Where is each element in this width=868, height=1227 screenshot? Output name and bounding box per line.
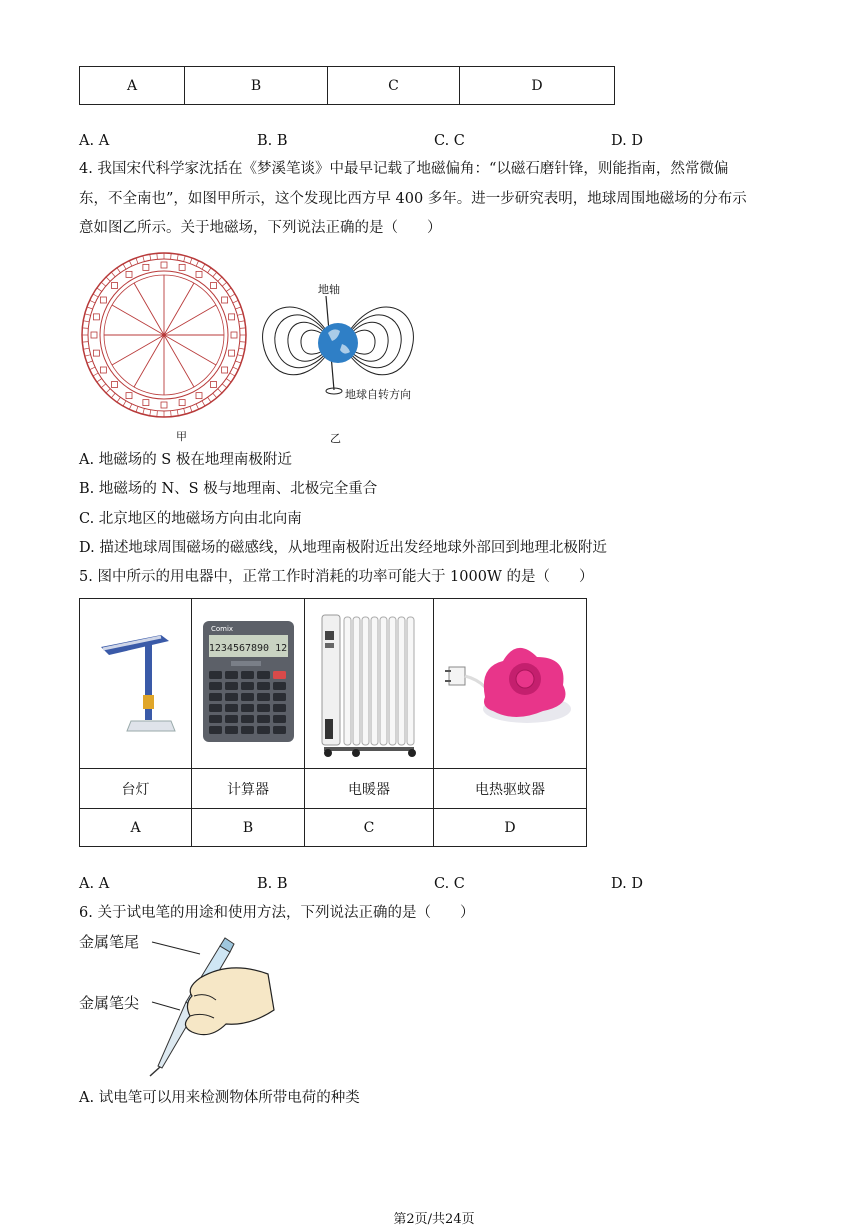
compass-tick <box>218 389 222 393</box>
compass-tick <box>235 361 241 363</box>
compass-tick <box>208 397 211 402</box>
desk-lamp-image <box>91 617 181 747</box>
compass-glyph <box>126 393 132 399</box>
calculator-key <box>209 726 222 734</box>
compass-tick <box>85 314 91 316</box>
compass-tick <box>157 253 158 259</box>
compass-glyph <box>196 393 202 399</box>
compass-tick <box>82 342 88 343</box>
compass-tick <box>196 261 199 266</box>
compass-tick <box>82 328 88 329</box>
compass-glyph <box>229 350 235 356</box>
calculator-key <box>225 726 238 734</box>
compass-tick <box>213 272 217 277</box>
compass-tick <box>184 256 186 262</box>
compass-tick <box>129 261 132 266</box>
compass-tick <box>233 367 238 370</box>
q5-option-d[interactable]: D. D <box>611 876 643 892</box>
fig-caption-yi: 乙 <box>330 432 341 445</box>
compass-glyph <box>91 332 97 338</box>
compass-tick <box>230 294 235 297</box>
label-metal-tail: 金属笔尾 <box>79 933 140 951</box>
calculator-image-cell <box>192 599 305 769</box>
fig-label-earth-axis: 地轴 <box>318 283 340 296</box>
compass-tick <box>226 379 231 382</box>
compass-tick <box>240 342 246 343</box>
q3-cell-d: D <box>460 67 615 105</box>
calculator-key <box>209 671 222 679</box>
compass-glyph <box>222 297 228 303</box>
compass-tick <box>106 389 110 393</box>
calculator-key <box>225 693 238 701</box>
compass-tick <box>237 355 243 357</box>
compass-tick <box>239 321 245 322</box>
desk-lamp-image-cell <box>80 599 192 769</box>
q3-option-c[interactable]: C. C <box>434 133 465 149</box>
calculator-key <box>225 715 238 723</box>
q5-stem: 5. 图中所示的用电器中，正常工作时消耗的功率可能大于 1000W 的是（ ） <box>79 569 594 585</box>
calculator-key <box>257 682 270 690</box>
q3-option-a[interactable]: A. A <box>79 133 110 149</box>
compass-tick <box>171 253 172 259</box>
compass-tick <box>93 294 98 297</box>
q3-cell-c: C <box>328 67 460 105</box>
calculator-key <box>241 693 254 701</box>
compass-glyph <box>222 367 228 373</box>
compass-glyph <box>210 283 216 289</box>
compass-tick <box>101 384 106 388</box>
calculator-key <box>273 704 286 712</box>
calculator-key <box>257 715 270 723</box>
calculator-key <box>257 704 270 712</box>
compass-tick <box>237 314 243 316</box>
compass-tick <box>190 258 192 264</box>
compass-tick <box>196 404 199 409</box>
compass-glyph <box>229 314 235 320</box>
q5-letter-d: D <box>434 809 587 847</box>
compass-tick <box>87 307 93 309</box>
electric-heater-image-cell <box>305 599 434 769</box>
compass-tick <box>123 401 126 406</box>
compass-tick <box>111 393 115 398</box>
compass-tick <box>233 300 238 303</box>
compass-tick <box>222 384 227 388</box>
compass-tick <box>235 307 241 309</box>
compass-tick <box>230 373 235 376</box>
compass-tick <box>184 408 186 414</box>
compass-tick <box>136 406 138 412</box>
compass-tick <box>97 288 102 291</box>
q5-name-lamp: 台灯 <box>80 769 192 809</box>
calculator-key <box>273 693 286 701</box>
mosquito-repeller-image <box>445 627 575 737</box>
compass-tick <box>208 268 211 273</box>
compass-tick <box>90 300 95 303</box>
compass-tick <box>83 321 89 322</box>
calculator-key <box>225 682 238 690</box>
q3-cell-b: B <box>185 67 328 105</box>
calculator-image <box>201 619 296 744</box>
compass-tick <box>117 268 120 273</box>
calculator-key <box>225 671 238 679</box>
calculator-key <box>273 715 286 723</box>
compass-tick <box>85 355 91 357</box>
compass-tick <box>226 288 231 291</box>
q3-cell-a: A <box>80 67 185 105</box>
compass-tick <box>143 256 145 262</box>
calculator-key <box>257 693 270 701</box>
heater-fin <box>362 617 369 745</box>
heater-fin <box>371 617 378 745</box>
q5-option-a[interactable]: A. A <box>79 876 110 892</box>
mosquito-repeller-image-cell <box>434 599 587 769</box>
q4-stem-line1: 4. 我国宋代科学家沈括在《梦溪笔谈》中最早记载了地磁偏角：“以磁石磨针锋，则能指南，然常微偏 <box>79 161 729 177</box>
compass-tick <box>143 408 145 414</box>
q5-letter-b: B <box>192 809 305 847</box>
calculator-key <box>241 682 254 690</box>
q5-letter-a: A <box>80 809 192 847</box>
compass-glyph <box>112 381 118 387</box>
compass-tick <box>111 272 115 277</box>
compass-tick <box>90 367 95 370</box>
compass-tick <box>171 411 172 417</box>
q3-option-b[interactable]: B. B <box>257 133 288 149</box>
q6-stem: 6. 关于试电笔的用途和使用方法，下列说法正确的是（ ） <box>79 905 475 921</box>
electric-heater-image <box>314 607 424 757</box>
calculator-key <box>241 726 254 734</box>
label-metal-tip: 金属笔尖 <box>79 994 140 1012</box>
compass-tick <box>136 258 138 264</box>
q4-option-a[interactable]: A. 地磁场的 S 极在地理南极附近 <box>79 452 292 468</box>
compass-dial-figure <box>79 250 249 420</box>
calculator-key <box>209 693 222 701</box>
calculator-key <box>209 704 222 712</box>
q3-answer-table <box>79 66 615 105</box>
q5-appliance-table <box>79 598 587 847</box>
q4-stem-line2: 东，不全南也”，如图甲所示，这个发现比西方早 400 多年。进一步研究表明，地球周围地磁场的分布示 <box>79 191 747 207</box>
test-pen-hand-figure <box>140 930 285 1080</box>
compass-glyph <box>231 332 237 338</box>
compass-glyph <box>112 283 118 289</box>
q4-stem-line3: 意如图乙所示。关于地磁场，下列说法正确的是（ ） <box>79 220 442 236</box>
calculator-key <box>225 704 238 712</box>
heater-fin <box>380 617 387 745</box>
compass-glyph <box>100 367 106 373</box>
compass-tick <box>97 379 102 382</box>
fig-caption-jia: 甲 <box>176 430 187 443</box>
compass-tick <box>83 348 89 349</box>
q5-name-mosquito: 电热驱蚊器 <box>434 769 587 809</box>
compass-glyph <box>161 262 167 268</box>
calculator-key <box>257 671 270 679</box>
calculator-key <box>241 715 254 723</box>
compass-glyph <box>161 402 167 408</box>
compass-glyph <box>196 271 202 277</box>
compass-glyph <box>93 314 99 320</box>
q3-option-d[interactable]: D. D <box>611 133 643 149</box>
compass-tick <box>93 373 98 376</box>
calculator-key <box>241 704 254 712</box>
compass-tick <box>123 264 126 269</box>
q4-option-d[interactable]: D. 描述地球周围磁场的磁感线，从地理南极附近出发经地球外部回到地理北极附近 <box>79 540 607 556</box>
compass-tick <box>202 264 205 269</box>
calculator-key <box>209 715 222 723</box>
compass-tick <box>101 282 106 286</box>
compass-tick <box>157 411 158 417</box>
heater-fin <box>353 617 360 745</box>
compass-tick <box>150 254 151 260</box>
q6-option-a[interactable]: A. 试电笔可以用来检测物体所带电荷的种类 <box>79 1090 360 1106</box>
q5-letter-c: C <box>305 809 434 847</box>
q5-option-b[interactable]: B. B <box>257 876 288 892</box>
page-footer: 第2页/共24页 <box>393 1212 475 1227</box>
heater-fin <box>407 617 414 745</box>
compass-glyph <box>93 350 99 356</box>
compass-glyph <box>126 271 132 277</box>
compass-glyph <box>143 264 149 270</box>
compass-glyph <box>179 400 185 406</box>
q4-option-b[interactable]: B. 地磁场的 N、S 极与地理南、北极完全重合 <box>79 481 378 497</box>
fig-label-rotation: 地球自转方向 <box>345 388 411 401</box>
compass-tick <box>213 393 217 398</box>
compass-tick <box>239 348 245 349</box>
calculator-brand: Comix <box>210 625 233 633</box>
compass-glyph <box>100 297 106 303</box>
compass-glyph <box>143 400 149 406</box>
compass-glyph <box>210 381 216 387</box>
calculator-key <box>273 671 286 679</box>
compass-tick <box>87 361 93 363</box>
compass-tick <box>240 328 246 329</box>
compass-tick <box>222 282 227 286</box>
compass-tick <box>202 401 205 406</box>
calculator-key <box>257 726 270 734</box>
calculator-key <box>209 682 222 690</box>
heater-fin <box>389 617 396 745</box>
heater-fin <box>344 617 351 745</box>
q5-name-heater: 电暖器 <box>305 769 434 809</box>
q5-name-calculator: 计算器 <box>192 769 305 809</box>
q4-option-c[interactable]: C. 北京地区的地磁场方向由北向南 <box>79 511 302 527</box>
heater-fin <box>398 617 405 745</box>
calculator-key <box>241 671 254 679</box>
compass-tick <box>129 404 132 409</box>
calculator-key <box>273 682 286 690</box>
compass-tick <box>177 254 178 260</box>
compass-tick <box>117 397 120 402</box>
compass-glyph <box>179 264 185 270</box>
compass-tick <box>150 410 151 416</box>
compass-tick <box>190 406 192 412</box>
compass-tick <box>177 410 178 416</box>
calculator-display: 1234567890 12 <box>208 643 287 654</box>
calculator-key <box>273 726 286 734</box>
compass-tick <box>106 277 110 281</box>
compass-tick <box>218 277 222 281</box>
q5-option-c[interactable]: C. C <box>434 876 465 892</box>
